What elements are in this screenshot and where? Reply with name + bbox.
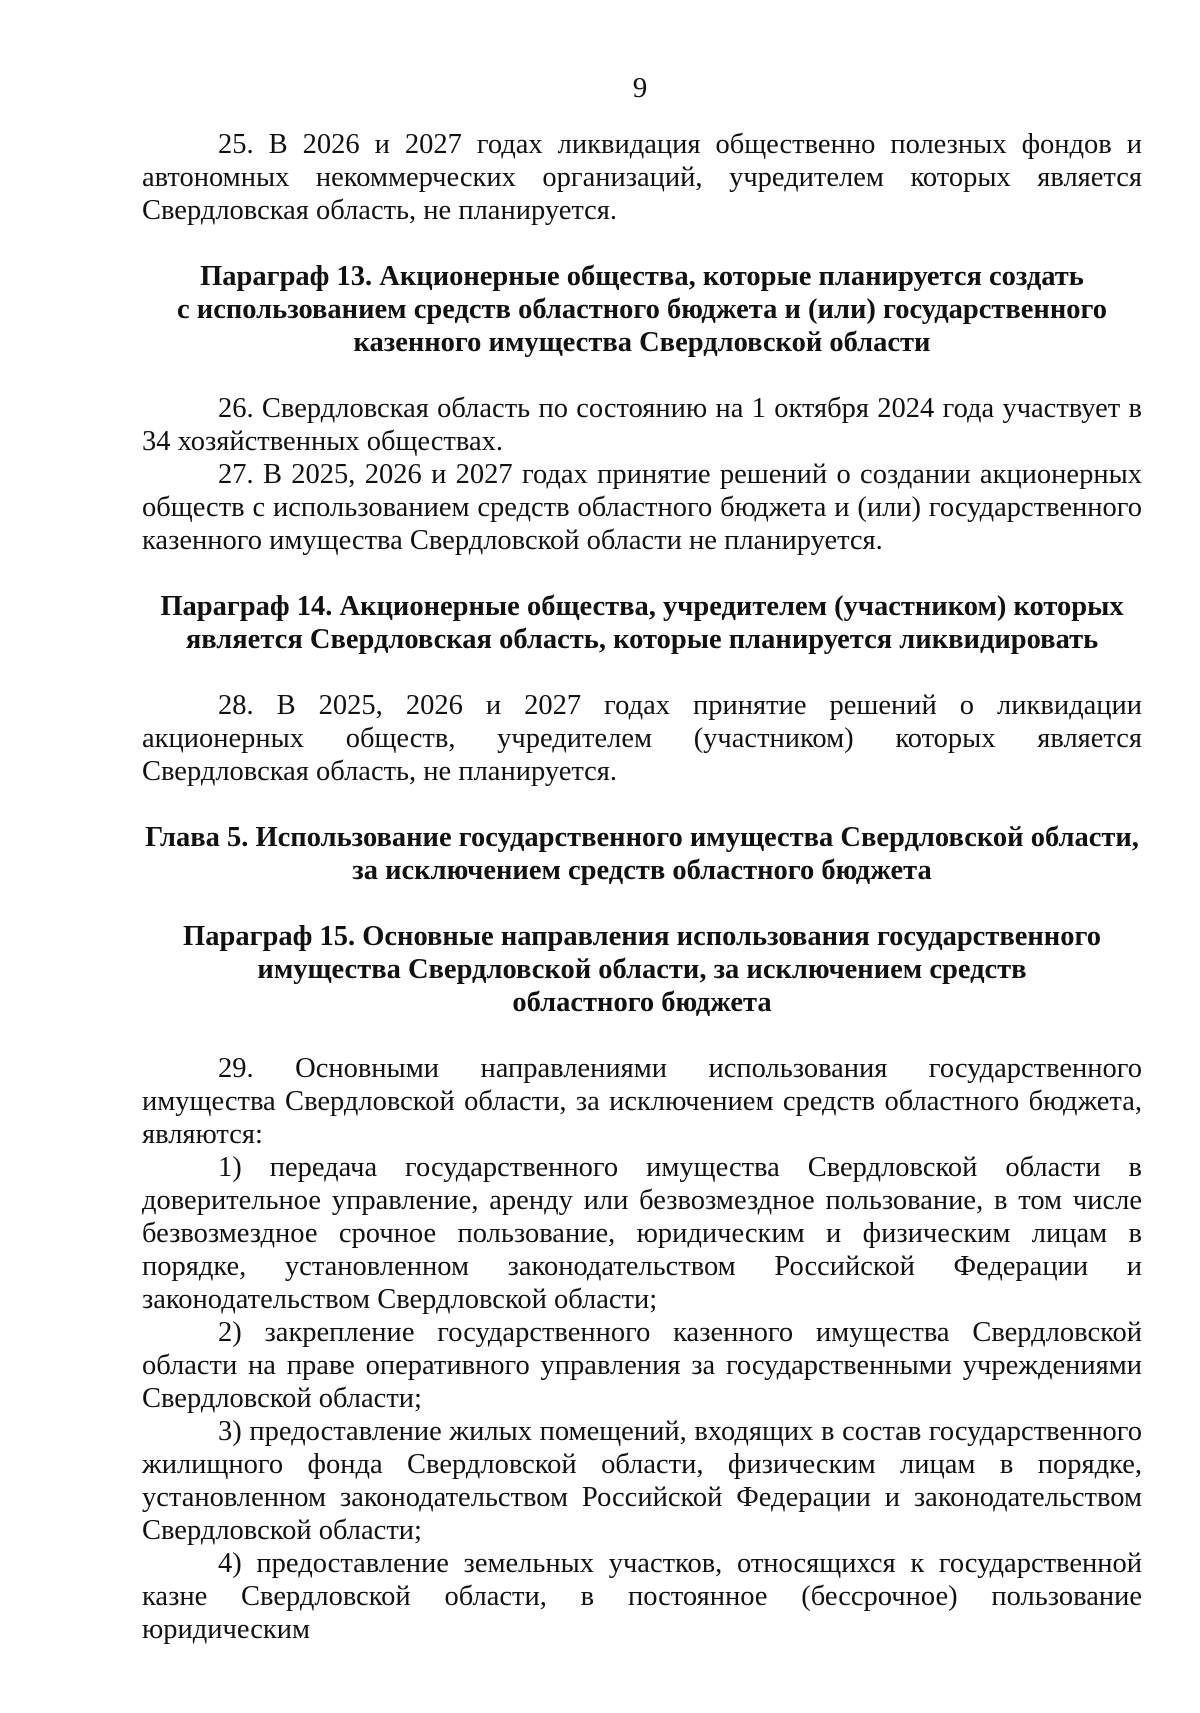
paragraph-29-item-4: 4) предоставление земельных участков, относящихся к государственной казне Свердловской области, в постоянное (бессрочное) пользование юридическим xyxy=(142,1548,1142,1645)
heading-line: Параграф 14. Акционерные общества, учредителем (участником) которых xyxy=(160,591,1124,622)
heading-line: имущества Свердловской области, за исключением средств xyxy=(257,954,1027,985)
heading-chapter-5 xyxy=(142,821,1142,887)
paragraph-27: 27. В 2025, 2026 и 2027 годах принятие решений о создании акционерных обществ с использованием средств областного бюджета и (или) государственного казенного имущества Свердловской области не планируется. xyxy=(142,459,1142,556)
paragraph-26: 26. Свердловская область по состоянию на 1 октября 2024 года участвует в 34 хозяйственных обществах. xyxy=(142,393,1142,457)
paragraph-29: 29. Основными направлениями использования государственного имущества Свердловской области, за исключением средств областного бюджета, являются: xyxy=(142,1053,1142,1150)
heading-paragraph-15 xyxy=(142,920,1142,1019)
heading-line: является Свердловская область, которые планируется ликвидировать xyxy=(185,624,1099,655)
heading-line: Параграф 15. Основные направления использования государственного xyxy=(183,921,1101,952)
paragraph-29-item-1: 1) передача государственного имущества Свердловской области в доверительное управление, аренду или безвозмездное пользование, в том числе безвозмездное срочное пользование, юридическим и физическим лицам в порядке, установленном законодательством Российской Федерации и законодательством Свердловской области; xyxy=(142,1152,1142,1315)
page-number: 9 xyxy=(632,72,648,104)
heading-line: казенного имущества Свердловской области xyxy=(353,327,931,358)
paragraph-25: 25. В 2026 и 2027 годах ликвидация общественно полезных фондов и автономных некоммерческих организаций, учредителем которых является Свердловская область, не планируется. xyxy=(142,129,1142,226)
paragraph-29-item-3: 3) предоставление жилых помещений, входящих в состав государственного жилищного фонда Свердловской области, физическим лицам в порядке, установленном законодательством Российской Федерации и законодательством Свердловской области; xyxy=(142,1416,1142,1546)
heading-line: Глава 5. Использование государственного имущества Свердловской области, xyxy=(145,822,1139,853)
heading-line: с использованием средств областного бюджета и (или) государственного xyxy=(177,294,1107,325)
document-body xyxy=(142,128,1142,1646)
heading-line: областного бюджета xyxy=(512,987,772,1018)
heading-line: за исключением средств областного бюджета xyxy=(352,855,932,886)
heading-paragraph-14 xyxy=(142,590,1142,656)
paragraph-29-item-2: 2) закрепление государственного казенного имущества Свердловской области на праве оперативного управления за государственными учреждениями Свердловской области; xyxy=(142,1317,1142,1414)
paragraph-28: 28. В 2025, 2026 и 2027 годах принятие решений о ликвидации акционерных обществ, учредителем (участником) которых является Свердловская область, не планируется. xyxy=(142,690,1142,787)
heading-line: Параграф 13. Акционерные общества, которые планируется создать xyxy=(200,261,1084,292)
heading-paragraph-13 xyxy=(142,260,1142,359)
